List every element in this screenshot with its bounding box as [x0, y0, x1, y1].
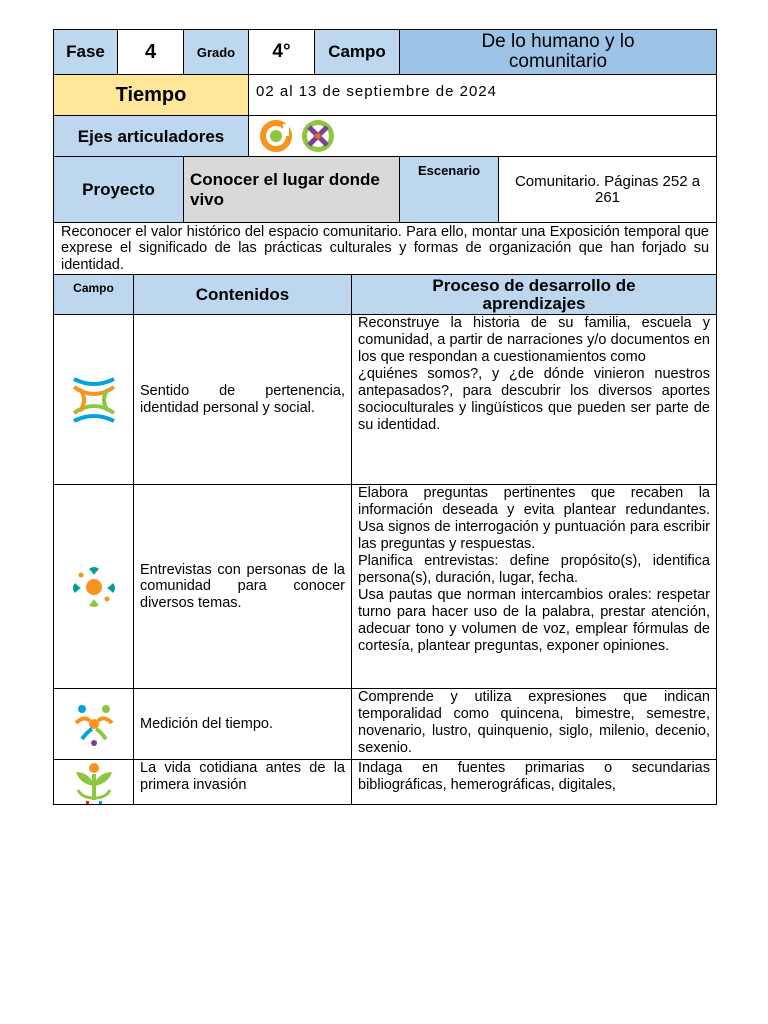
table-row [54, 689, 717, 760]
col-contenidos-header: Contenidos [134, 275, 352, 315]
campo-cell [54, 315, 134, 485]
proceso-cell: Elabora preguntas pertinentes que recaben la información deseada y evita plantear redundantes. Usa signos de interrogación y puntuación para escribir las preguntas y respuestas. Planifica entrevistas: define propósito(s), identifica persona(s), duración, lugar, fecha. Usa pautas que norman intercambios orales: respetar turno para hacer uso de la palabra, prestar atención, adecuar tono y volumen de voz, emplear fórmulas de cortesía, plantear preguntas, exponer opiniones. [352, 485, 717, 689]
ejes-icons [249, 116, 717, 157]
proyecto-value: Conocer el lugar donde vivo [184, 157, 400, 223]
proposito-text: Reconocer el valor histórico del espacio comunitario. Para ello, montar una Exposición temporal que exprese el significado de las prácticas culturales y formas de organización que han forjado su identidad. [54, 223, 717, 275]
tiempo-label: Tiempo [54, 75, 249, 116]
contenido-cell: Medición del tiempo. [134, 689, 352, 760]
ejes-label: Ejes articuladores [54, 116, 249, 157]
campo-humano-icon [68, 375, 120, 425]
header-table [53, 29, 717, 275]
contenido-cell: Entrevistas con personas de la comunidad para conocer diversos temas. [134, 485, 352, 689]
eje-interculturalidad-icon [299, 118, 337, 154]
fase-value: 4 [118, 30, 184, 75]
campo-value: De lo humano y lo comunitario [400, 30, 717, 75]
grado-value: 4° [249, 30, 315, 75]
escenario-value: Comunitario. Páginas 252 a 261 [499, 157, 717, 223]
table-row [54, 315, 717, 485]
campo-label: Campo [315, 30, 400, 75]
tiempo-value: 02 al 13 de septiembre de 2024 [249, 75, 717, 116]
col-proceso-header: Proceso de desarrollo de aprendizajes [352, 275, 717, 315]
grado-label: Grado [184, 30, 249, 75]
proceso-cell: Indaga en fuentes primarias o secundarias bibliográficas, hemerográficas, digitales, [352, 760, 717, 805]
contenido-cell: La vida cotidiana antes de la primera invasión [134, 760, 352, 805]
campo-etica-icon [68, 760, 120, 804]
campo-cell [54, 485, 134, 689]
proyecto-label: Proyecto [54, 157, 184, 223]
escenario-label: Escenario [400, 157, 499, 223]
planeacion-document [53, 29, 716, 805]
fase-label: Fase [54, 30, 118, 75]
campo-lenguajes-icon [69, 563, 119, 611]
col-campo-header: Campo [54, 275, 134, 315]
eje-inclusion-icon [257, 118, 295, 154]
table-row [54, 485, 717, 689]
table-row [54, 760, 717, 805]
contenidos-table [53, 274, 717, 805]
contenido-cell: Sentido de pertenencia, identidad personal y social. [134, 315, 352, 485]
campo-cell [54, 689, 134, 760]
proceso-cell: Reconstruye la historia de su familia, escuela y comunidad, a partir de narraciones y/o documentos en los que respondan a cuestionamientos como ¿quiénes somos?, y ¿de dónde vinieron nuestros antepasados?, para descubrir los diversos aportes socioculturales y lingüísticos que pueden ser parte de su identidad. [352, 315, 717, 485]
campo-cell [54, 760, 134, 805]
campo-saberes-icon [68, 699, 120, 749]
proceso-cell: Comprende y utiliza expresiones que indican temporalidad como quincena, bimestre, semestre, novenario, lustro, quinquenio, siglo, milenio, decenio, sexenio. [352, 689, 717, 760]
